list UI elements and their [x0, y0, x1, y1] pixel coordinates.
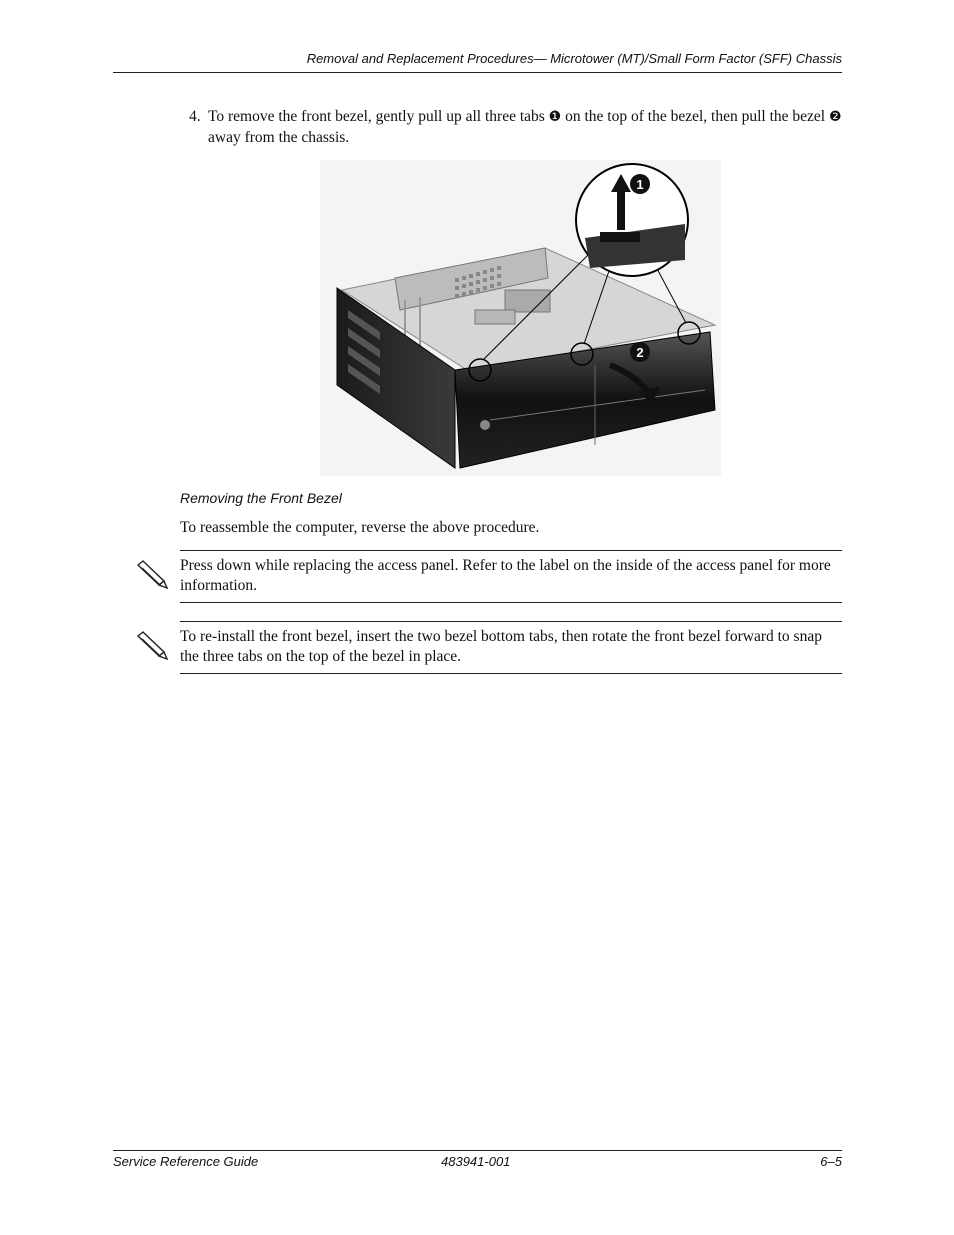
footer-part-number: 483941-001: [441, 1154, 511, 1169]
footer-guide-title: Service Reference Guide: [113, 1154, 259, 1169]
figure-caption: Removing the Front Bezel: [180, 490, 342, 506]
note-access-panel: [180, 550, 842, 603]
note-text: To re-install the front bezel, insert the two bezel bottom tabs, then rotate the front bezel forward to snap the three tabs on the top of the bezel in place.: [180, 628, 822, 665]
computer-chassis-illustration: [320, 160, 721, 476]
pencil-icon: [134, 630, 168, 660]
callout-2-marker: ❷: [828, 109, 842, 125]
reassemble-paragraph: To reassemble the computer, reverse the above procedure.: [180, 519, 540, 536]
figure-callout-2: 2: [636, 345, 644, 360]
note-text: Press down while replacing the access panel. Refer to the label on the inside of the access panel for more information.: [180, 557, 831, 594]
note-reinstall-bezel: [180, 621, 842, 674]
step-instruction: [189, 107, 842, 147]
page-footer: [113, 1150, 842, 1173]
bezel-removal-figure: [320, 160, 721, 476]
step-text: To remove the front bezel, gently pull up all three tabs ❶ on the top of the bezel, then pull the bezel ❷ away from the chassis.: [208, 108, 842, 146]
step-number: 4.: [189, 108, 201, 125]
header-title: Removal and Replacement Procedures— Microtower (MT)/Small Form Factor (SFF) Chassis: [306, 51, 842, 66]
page-header: [113, 51, 842, 73]
footer-page-number: 6–5: [820, 1154, 842, 1169]
callout-1-marker: ❶: [548, 109, 562, 125]
pencil-icon: [134, 559, 168, 589]
figure-callout-1: 1: [636, 177, 644, 192]
